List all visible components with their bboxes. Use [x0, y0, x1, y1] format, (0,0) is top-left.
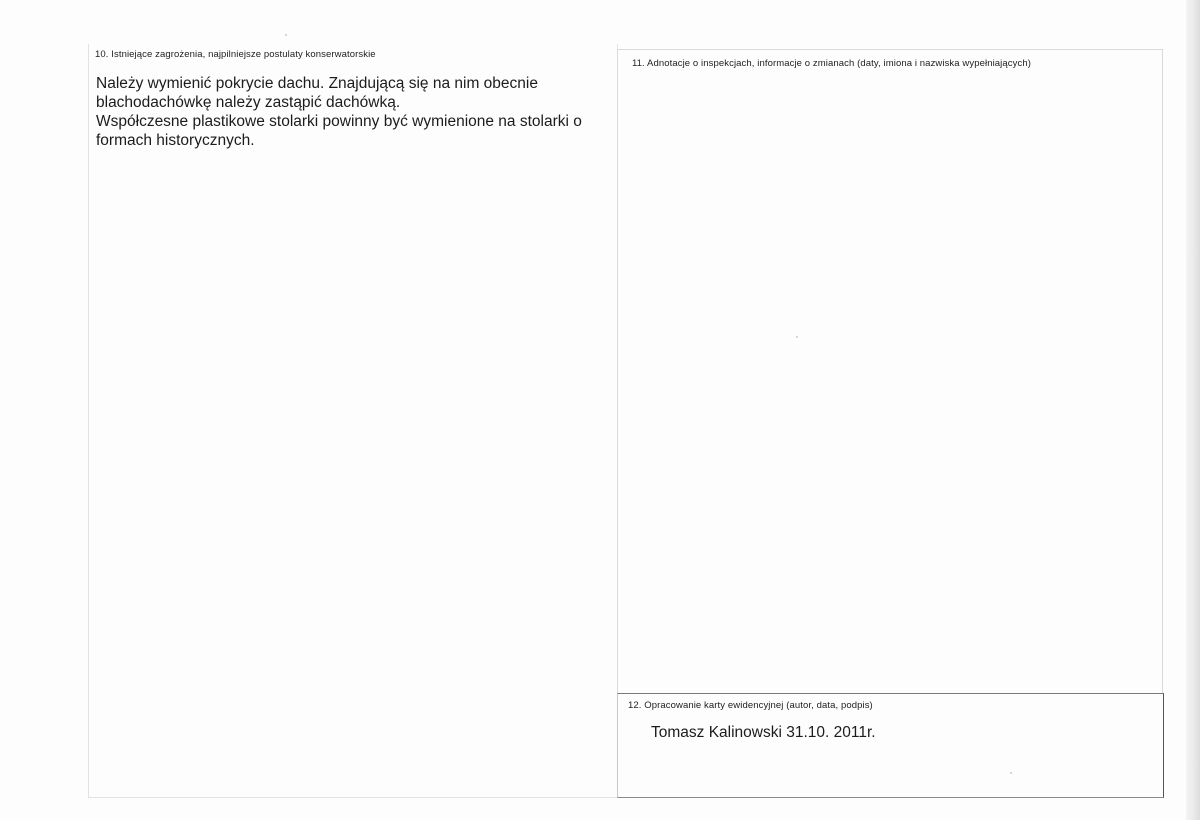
scan-speck [796, 336, 798, 338]
section-10-box [88, 44, 618, 798]
section-10-content [96, 74, 616, 150]
section-12-box [617, 693, 1164, 798]
section-10-paragraph-2: Współczesne plastikowe stolarki powinny być wymienione na stolarki o formach historycznych. [96, 113, 582, 149]
section-11-label: 11. Adnotacje o inspekcjach, informacje o zmianach (daty, imiona i nazwiska wypełniających) [632, 58, 1031, 69]
section-10-paragraph-1: Należy wymienić pokrycie dachu. Znajdującą się na nim obecnie blachodachówkę należy zastąpić dachówką. [96, 75, 538, 111]
section-12-label: 12. Opracowanie karty ewidencyjnej (autor, data, podpis) [628, 700, 873, 711]
scan-edge-shadow [1186, 0, 1200, 820]
scan-speck [1010, 772, 1012, 774]
form-frame [88, 44, 1164, 798]
author-date-line: Tomasz Kalinowski 31.10. 2011r. [651, 724, 876, 741]
section-11-box [617, 49, 1163, 693]
section-10-label: 10. Istniejące zagrożenia, najpilniejsze postulaty konserwatorskie [95, 49, 376, 60]
scan-speck [285, 34, 287, 36]
